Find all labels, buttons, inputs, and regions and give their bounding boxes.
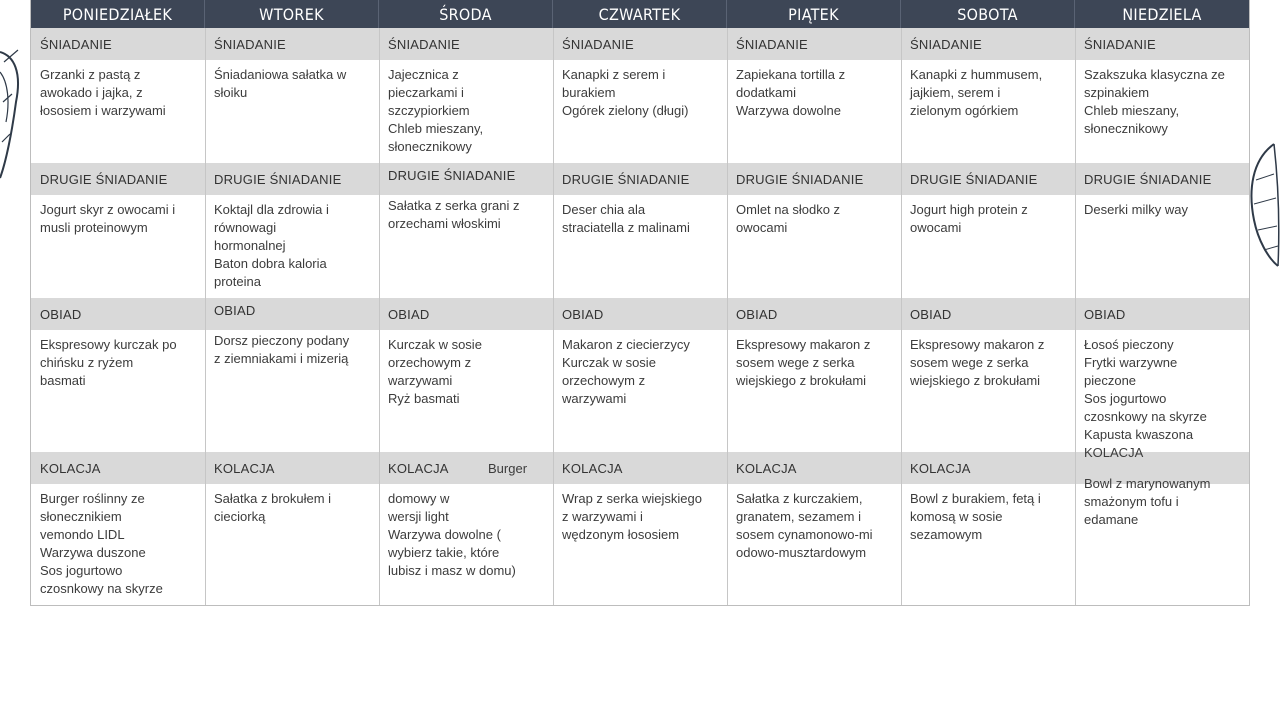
- meal-plan-table: [30, 0, 1250, 606]
- meal-description-dinner: Bowl z marynowanym smażonym tofu i edamane: [1084, 476, 1211, 527]
- meal-label-lunch: OBIAD: [562, 307, 604, 322]
- meal-label-lunch: OBIAD: [40, 307, 82, 322]
- meal-description-lunch: Ekspresowy makaron z sosem wege z serka wiejskiego z brokułami: [736, 337, 871, 388]
- meal-label-second-breakfast: DRUGIE ŚNIADANIE: [910, 172, 1038, 187]
- meal-label-second-breakfast: DRUGIE ŚNIADANIE: [40, 172, 168, 187]
- meal-label-second-breakfast: DRUGIE ŚNIADANIE: [1084, 172, 1212, 187]
- meal-label-lunch: OBIAD: [736, 307, 778, 322]
- meal-label-dinner: KOLACJA: [214, 461, 275, 476]
- meal-description-lunch: Ekspresowy kurczak po chińsku z ryżem basmati: [40, 337, 177, 388]
- meal-label-dinner: KOLACJA: [910, 461, 971, 476]
- meal-label-breakfast: ŚNIADANIE: [388, 37, 460, 52]
- meal-label-second-breakfast: DRUGIE ŚNIADANIE: [562, 172, 690, 187]
- meal-description-breakfast: Śniadaniowa sałatka w słoiku: [214, 67, 347, 100]
- meal-label-dinner: KOLACJA: [562, 461, 623, 476]
- day-header-sobota: SOBOTA: [901, 0, 1075, 28]
- meal-label-breakfast: ŚNIADANIE: [910, 37, 982, 52]
- meal-label-lunch: OBIAD: [214, 303, 256, 318]
- meal-label-dinner: KOLACJA: [736, 461, 797, 476]
- meal-description-second-breakfast: Jogurt skyr z owocami i musli proteinowym: [40, 202, 176, 235]
- day-header-piatek: PIĄTEK: [727, 0, 901, 28]
- meal-description-breakfast: Kanapki z serem i burakiem Ogórek zielony (długi): [562, 67, 689, 118]
- meal-description-breakfast: Szakszuka klasyczna ze szpinakiem Chleb mieszany, słonecznikowy: [1084, 67, 1225, 136]
- day-header-czwartek: CZWARTEK: [553, 0, 727, 28]
- day-header-sroda: ŚRODA: [379, 0, 553, 28]
- meal-label-breakfast: ŚNIADANIE: [562, 37, 634, 52]
- meal-description-dinner: Wrap z serka wiejskiego z warzywami i wędzonym łososiem: [562, 491, 702, 542]
- day-header-poniedzialek: PONIEDZIAŁEK: [31, 0, 205, 28]
- meal-description-lunch: Ekspresowy makaron z sosem wege z serka wiejskiego z brokułami: [910, 337, 1045, 388]
- meal-inline-note: Burger: [488, 461, 528, 476]
- meal-description-lunch: Łosoś pieczony Frytki warzywne pieczone Sos jogurtowo czosnkowy na skyrze Kapusta kwaszona KOLACJA: [1084, 337, 1207, 460]
- meal-description-dinner: Sałatka z brokułem i cieciorką: [214, 491, 332, 524]
- meal-description-lunch: Dorsz pieczony podany z ziemniakami i mizerią: [214, 333, 350, 366]
- meal-description-second-breakfast: Deser chia ala straciatella z malinami: [562, 202, 690, 235]
- meal-label-lunch: OBIAD: [388, 307, 430, 322]
- day-header-niedziela: NIEDZIELA: [1122, 4, 1202, 24]
- meal-label-second-breakfast: DRUGIE ŚNIADANIE: [214, 172, 342, 187]
- meal-description-second-breakfast: Deserki milky way: [1084, 202, 1189, 217]
- meal-description-breakfast: Jajecznica z pieczarkami i szczypiorkiem Chleb mieszany, słonecznikowy: [388, 67, 484, 154]
- days-header: [31, 0, 1249, 28]
- meal-label-breakfast: ŚNIADANIE: [40, 37, 112, 52]
- meal-description-breakfast: Kanapki z hummusem, jajkiem, serem i zielonym ogórkiem: [910, 67, 1043, 118]
- meal-description-second-breakfast: Sałatka z serka grani z orzechami włoskimi: [388, 198, 520, 231]
- meal-label-dinner: KOLACJA: [388, 461, 449, 476]
- meal-description-breakfast: Grzanki z pastą z awokado i jajka, z łososiem i warzywami: [40, 67, 166, 118]
- meal-description-lunch: Kurczak w sosie orzechowym z warzywami Ryż basmati: [388, 337, 482, 406]
- meal-description-dinner: Bowl z burakiem, fetą i komosą w sosie sezamowym: [910, 491, 1041, 542]
- leaf-illustration-icon: [0, 42, 22, 182]
- meal-label-breakfast: ŚNIADANIE: [1084, 37, 1156, 52]
- meal-description-second-breakfast: Omlet na słodko z owocami: [736, 202, 841, 235]
- meal-label-lunch: OBIAD: [910, 307, 952, 322]
- day-header-wtorek: WTOREK: [205, 0, 379, 28]
- meal-description-second-breakfast: Jogurt high protein z owocami: [910, 202, 1028, 235]
- meal-description-dinner: domowy w wersji light Warzywa dowolne ( wybierz takie, które lubisz i masz w domu): [388, 491, 516, 578]
- meal-description-dinner: Burger roślinny ze słonecznikiem vemondo LIDL Warzywa duszone Sos jogurtowo czosnkowy na skyrze: [40, 491, 163, 596]
- meal-label-second-breakfast: DRUGIE ŚNIADANIE: [736, 172, 864, 187]
- meal-label-lunch: OBIAD: [1084, 307, 1126, 322]
- meal-label-dinner: KOLACJA: [40, 461, 101, 476]
- meal-description-dinner: Sałatka z kurczakiem, granatem, sezamem i sosem cynamonowo-mi odowo-musztardowym: [736, 491, 873, 560]
- meal-description-lunch: Makaron z ciecierzycy Kurczak w sosie orzechowym z warzywami: [562, 337, 690, 406]
- meal-label-breakfast: ŚNIADANIE: [736, 37, 808, 52]
- meal-description-second-breakfast: Koktajl dla zdrowia i równowagi hormonalnej Baton dobra kaloria proteina: [214, 202, 329, 289]
- meal-description-breakfast: Zapiekana tortilla z dodatkami Warzywa dowolne: [736, 67, 846, 118]
- meal-label-second-breakfast: DRUGIE ŚNIADANIE: [388, 168, 516, 183]
- meal-label-breakfast: ŚNIADANIE: [214, 37, 286, 52]
